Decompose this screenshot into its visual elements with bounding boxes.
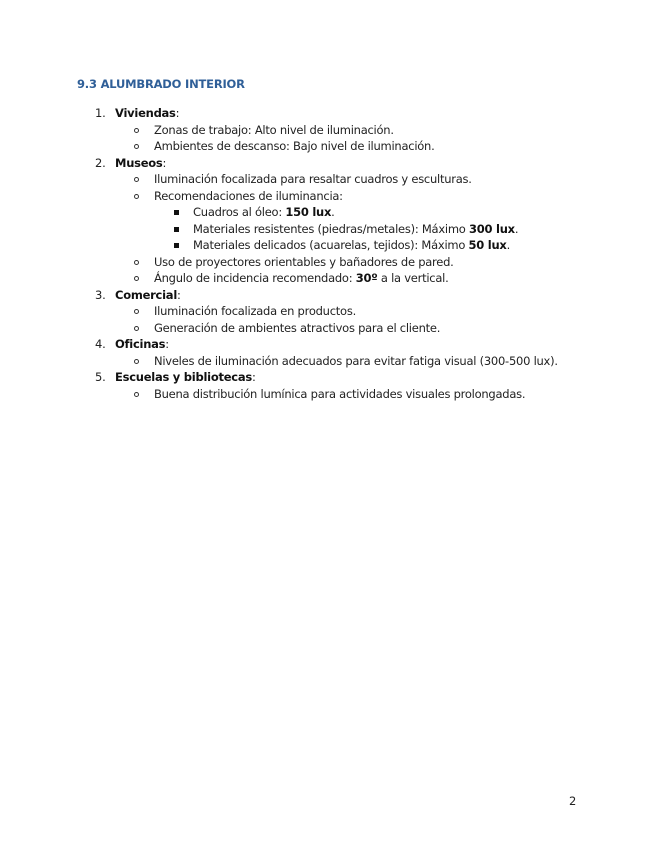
- circle-bullet-icon: [134, 326, 139, 331]
- sub-item: [95, 171, 615, 188]
- circle-bullet-icon: [134, 177, 139, 182]
- sub-item: [95, 254, 615, 271]
- sub-item-text: Niveles de iluminación adecuados para evitar fatiga visual (300-500 lux).: [154, 353, 558, 368]
- sub-sub-item: [95, 221, 615, 238]
- lux-value: 300 lux: [469, 221, 515, 236]
- colon: :: [162, 155, 167, 170]
- list-number: 5.: [95, 370, 106, 384]
- sub-item-text: Iluminación focalizada en productos.: [154, 304, 356, 318]
- list-item-comercial: [95, 287, 615, 304]
- sub-item-text: Ambientes de descanso: Bajo nivel de iluminación.: [154, 139, 435, 153]
- lux-value: 150 lux: [285, 205, 332, 219]
- square-bullet-icon: [174, 210, 179, 215]
- text: .: [506, 238, 510, 252]
- text: Ángulo de incidencia recomendado:: [154, 271, 356, 285]
- sub-item: [95, 122, 615, 139]
- sub-item: [95, 303, 615, 320]
- angle-value: 30º: [355, 271, 378, 285]
- sub-item-text: Uso de proyectores orientables y bañadores de pared.: [154, 254, 454, 269]
- text: .: [331, 205, 335, 219]
- circle-bullet-icon: [134, 276, 139, 281]
- sub-item: [95, 320, 615, 337]
- sub-item: [95, 386, 615, 403]
- text: a la vertical.: [377, 271, 449, 285]
- list-item-museos: [95, 155, 615, 172]
- list-number: 4.: [95, 337, 106, 351]
- sub-item-text: Buena distribución lumínica para actividades visuales prolongadas.: [154, 386, 526, 401]
- sub-item-text: Zonas de trabajo: Alto nivel de iluminación.: [154, 122, 394, 137]
- sub-item-text: Generación de ambientes atractivos para el cliente.: [154, 320, 441, 335]
- list-item-title: Escuelas y bibliotecas: [115, 370, 252, 384]
- list-item-oficinas: [95, 336, 615, 353]
- sub-sub-item: [95, 237, 615, 254]
- colon: :: [175, 106, 180, 120]
- list-item-title: Museos: [115, 155, 163, 170]
- list-item-title: Viviendas: [115, 106, 176, 120]
- sub-item-text: Recomendaciones de iluminancia:: [154, 188, 343, 203]
- list-number: 1.: [95, 106, 106, 120]
- list-number: 2.: [95, 155, 106, 170]
- circle-bullet-icon: [134, 359, 139, 364]
- list-item-title: Comercial: [115, 287, 178, 302]
- circle-bullet-icon: [134, 128, 139, 133]
- circle-bullet-icon: [134, 144, 139, 149]
- list-item-viviendas: [95, 105, 615, 122]
- text: Materiales resistentes (piedras/metales): Máximo: [193, 221, 469, 236]
- circle-bullet-icon: [134, 194, 139, 199]
- sub-item-text: Iluminación focalizada para resaltar cuadros y esculturas.: [154, 172, 472, 186]
- document-body: [95, 105, 615, 402]
- circle-bullet-icon: [134, 309, 139, 314]
- square-bullet-icon: [174, 243, 179, 248]
- list-number: 3.: [95, 287, 106, 302]
- text: Cuadros al óleo:: [193, 205, 286, 219]
- list-item-title: Oficinas: [115, 337, 166, 351]
- sub-item: [95, 188, 615, 205]
- colon: :: [165, 337, 169, 351]
- sub-item: [95, 270, 615, 287]
- colon: :: [251, 370, 256, 384]
- sub-item: [95, 353, 615, 370]
- text: .: [514, 221, 519, 236]
- text: Materiales delicados (acuarelas, tejidos): Máximo: [193, 238, 469, 252]
- colon: :: [177, 287, 181, 302]
- page-number: 2: [569, 794, 577, 808]
- circle-bullet-icon: [134, 260, 139, 265]
- circle-bullet-icon: [134, 392, 139, 397]
- square-bullet-icon: [174, 227, 179, 232]
- lux-value: 50 lux: [468, 238, 507, 252]
- sub-item: [95, 138, 615, 155]
- sub-sub-item: [95, 204, 615, 221]
- list-item-escuelas: [95, 369, 615, 386]
- section-heading: 9.3 ALUMBRADO INTERIOR: [77, 77, 245, 91]
